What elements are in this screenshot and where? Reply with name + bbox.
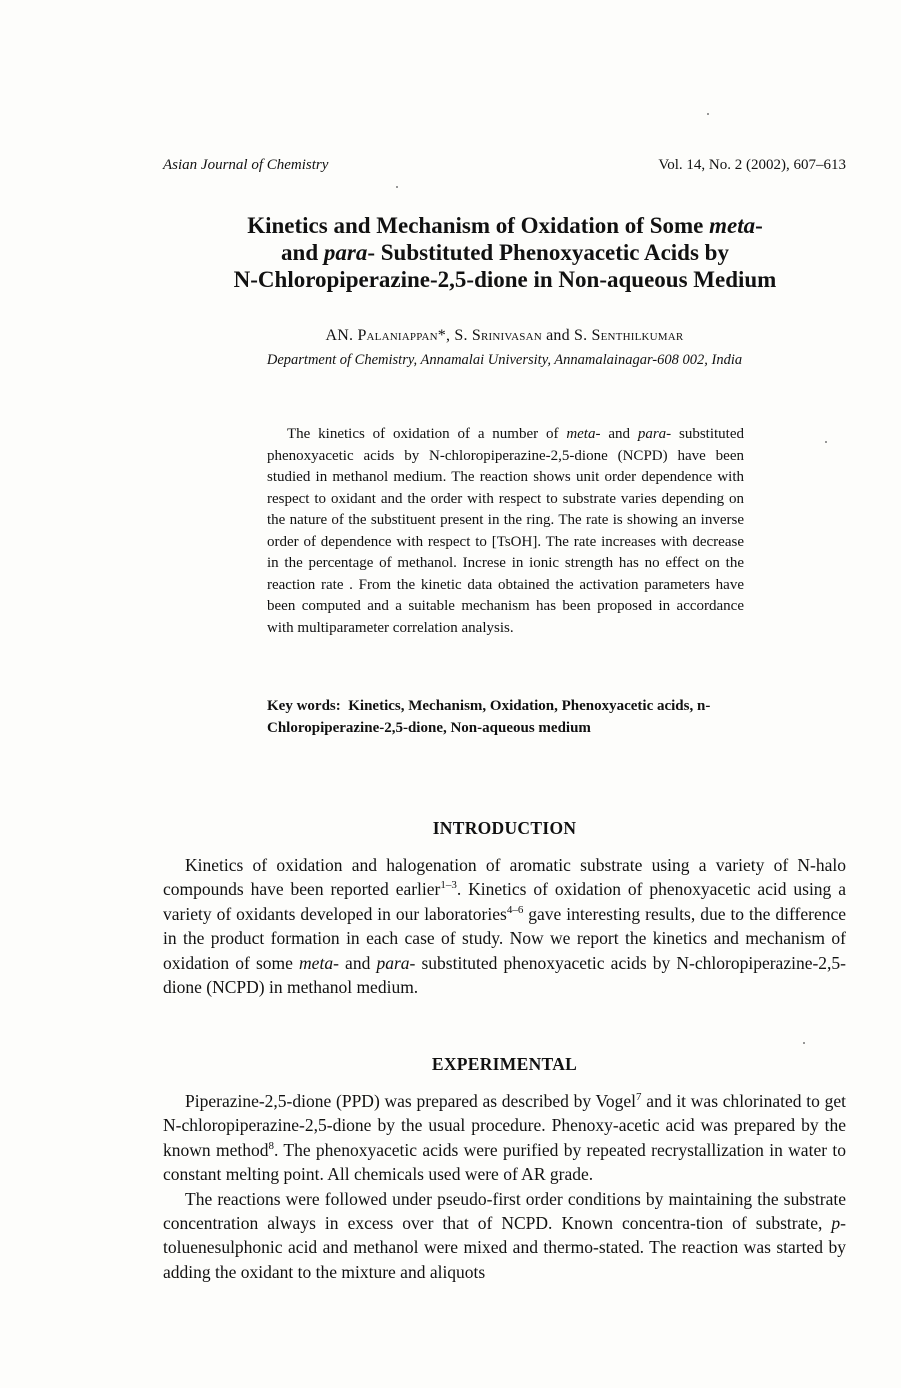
title-text: - — [755, 213, 763, 238]
scan-speck — [707, 113, 709, 115]
body-emphasis: p — [831, 1213, 841, 1234]
scan-speck — [803, 1042, 805, 1044]
author-list — [163, 327, 846, 345]
abstract — [267, 424, 744, 639]
journal-name: Asian Journal of Chemistry — [163, 157, 329, 173]
article-title — [150, 212, 860, 293]
author-names: AN. Palaniappan*, S. Srinivasan — [325, 327, 542, 344]
author-names: S. Senthilkumar — [574, 327, 684, 344]
introduction-body — [163, 853, 846, 999]
abstract-paragraph — [267, 424, 744, 639]
citation-ref: 8 — [268, 1139, 274, 1152]
author-conjunction: and — [541, 327, 574, 344]
title-text: Kinetics and Mechanism of Oxidation of Some — [247, 213, 710, 238]
body-text: and it was chlorinated to get N-chloropiperazine-2,5-dione by the usual procedure. Phenoxy-acetic acid was prepared by the known method — [163, 1091, 846, 1160]
keywords-label: Key words: — [267, 698, 341, 714]
body-text: -toluenesulphonic acid and methanol were mixed and thermo-stated. The reaction was started by adding the oxidant to the mixture and aliquots — [163, 1213, 846, 1282]
running-head — [163, 157, 846, 174]
abstract-text: The kinetics of oxidation of a number of — [287, 426, 567, 442]
body-text: Piperazine-2,5-dione (PPD) was prepared as described by Vogel — [185, 1091, 637, 1111]
abstract-emphasis: para — [637, 426, 667, 442]
body-text: . Kinetics of oxidation of phenoxyacetic acid using a variety of oxidants developed in our laboratories — [163, 879, 846, 924]
journal-citation: Vol. 14, No. 2 (2002), 607–613 — [658, 157, 846, 173]
body-text: The reactions were followed under pseudo-first order conditions by maintaining the substrate concentration always in excess over that of NCPD. Known concentra-tion of substrate, — [163, 1188, 846, 1234]
section-heading-introduction: INTRODUCTION — [432, 818, 577, 838]
title-emphasis: para — [323, 240, 368, 265]
citation-ref: 7 — [636, 1091, 642, 1104]
body-text: - and — [333, 952, 377, 973]
title-text: - Substituted Phenoxyacetic Acids by — [367, 240, 729, 265]
body-text: Kinetics of oxidation and halogenation of aromatic substrate using a variety of N-halo compounds have been reported earlier — [163, 855, 846, 900]
title-text: N-Chloropiperazine-2,5-dione in Non-aqueous Medium — [233, 267, 777, 292]
scan-speck — [825, 441, 827, 443]
abstract-text: - substituted phenoxyacetic acids by N-chloropiperazine-2,5-dione (NCPD) have been studied in methanol medium. The reaction shows unit order dependence with respect to oxidant and the order with respect to substrate varies depending on the nature of the substituent present in the ring. The rate is showing an inverse order of dependence with respect to [TsOH]. The rate increases with decrease in the percentage of methanol. Increse in ionic strength has no effect on the reaction rate . From the kinetic data obtained the activation parameters have been computed and a suitable mechanism has been proposed in accordance with multiparameter correlation analysis. — [267, 426, 745, 636]
body-paragraph — [163, 853, 846, 999]
keywords — [267, 696, 744, 739]
citation-ref: 1–3 — [440, 879, 457, 892]
body-paragraph — [163, 1187, 846, 1285]
affiliation: Department of Chemistry, Annamalai University, Annamalainagar-608 002, India — [266, 352, 743, 368]
title-text: and — [281, 240, 324, 265]
abstract-text: - and — [595, 426, 638, 442]
keywords-text: Kinetics, Mechanism, Oxidation, Phenoxyacetic acids, n-Chloropiperazine-2,5-dione, Non-aqueous medium — [267, 698, 711, 736]
section-heading-experimental: EXPERIMENTAL — [431, 1054, 578, 1074]
body-paragraph — [163, 1089, 846, 1187]
experimental-body — [163, 1089, 846, 1284]
title-emphasis: meta — [709, 213, 756, 238]
scan-speck — [396, 186, 398, 188]
body-text: - substituted phenoxyacetic acids by N-chloropiperazine-2,5-dione (NCPD) in methanol medium. — [163, 952, 846, 998]
body-text: gave interesting results, due to the difference in the product formation in each case of study. Now we report the kinetics and mechanism of oxidation of some — [163, 903, 846, 973]
body-text: . The phenoxyacetic acids were purified by repeated recrystallization in water to constant melting point. All chemicals used were of AR grade. — [163, 1139, 846, 1185]
body-emphasis: meta — [299, 952, 334, 973]
abstract-emphasis: meta — [566, 426, 596, 442]
citation-ref: 4–6 — [506, 903, 524, 916]
body-emphasis: para — [376, 952, 410, 973]
